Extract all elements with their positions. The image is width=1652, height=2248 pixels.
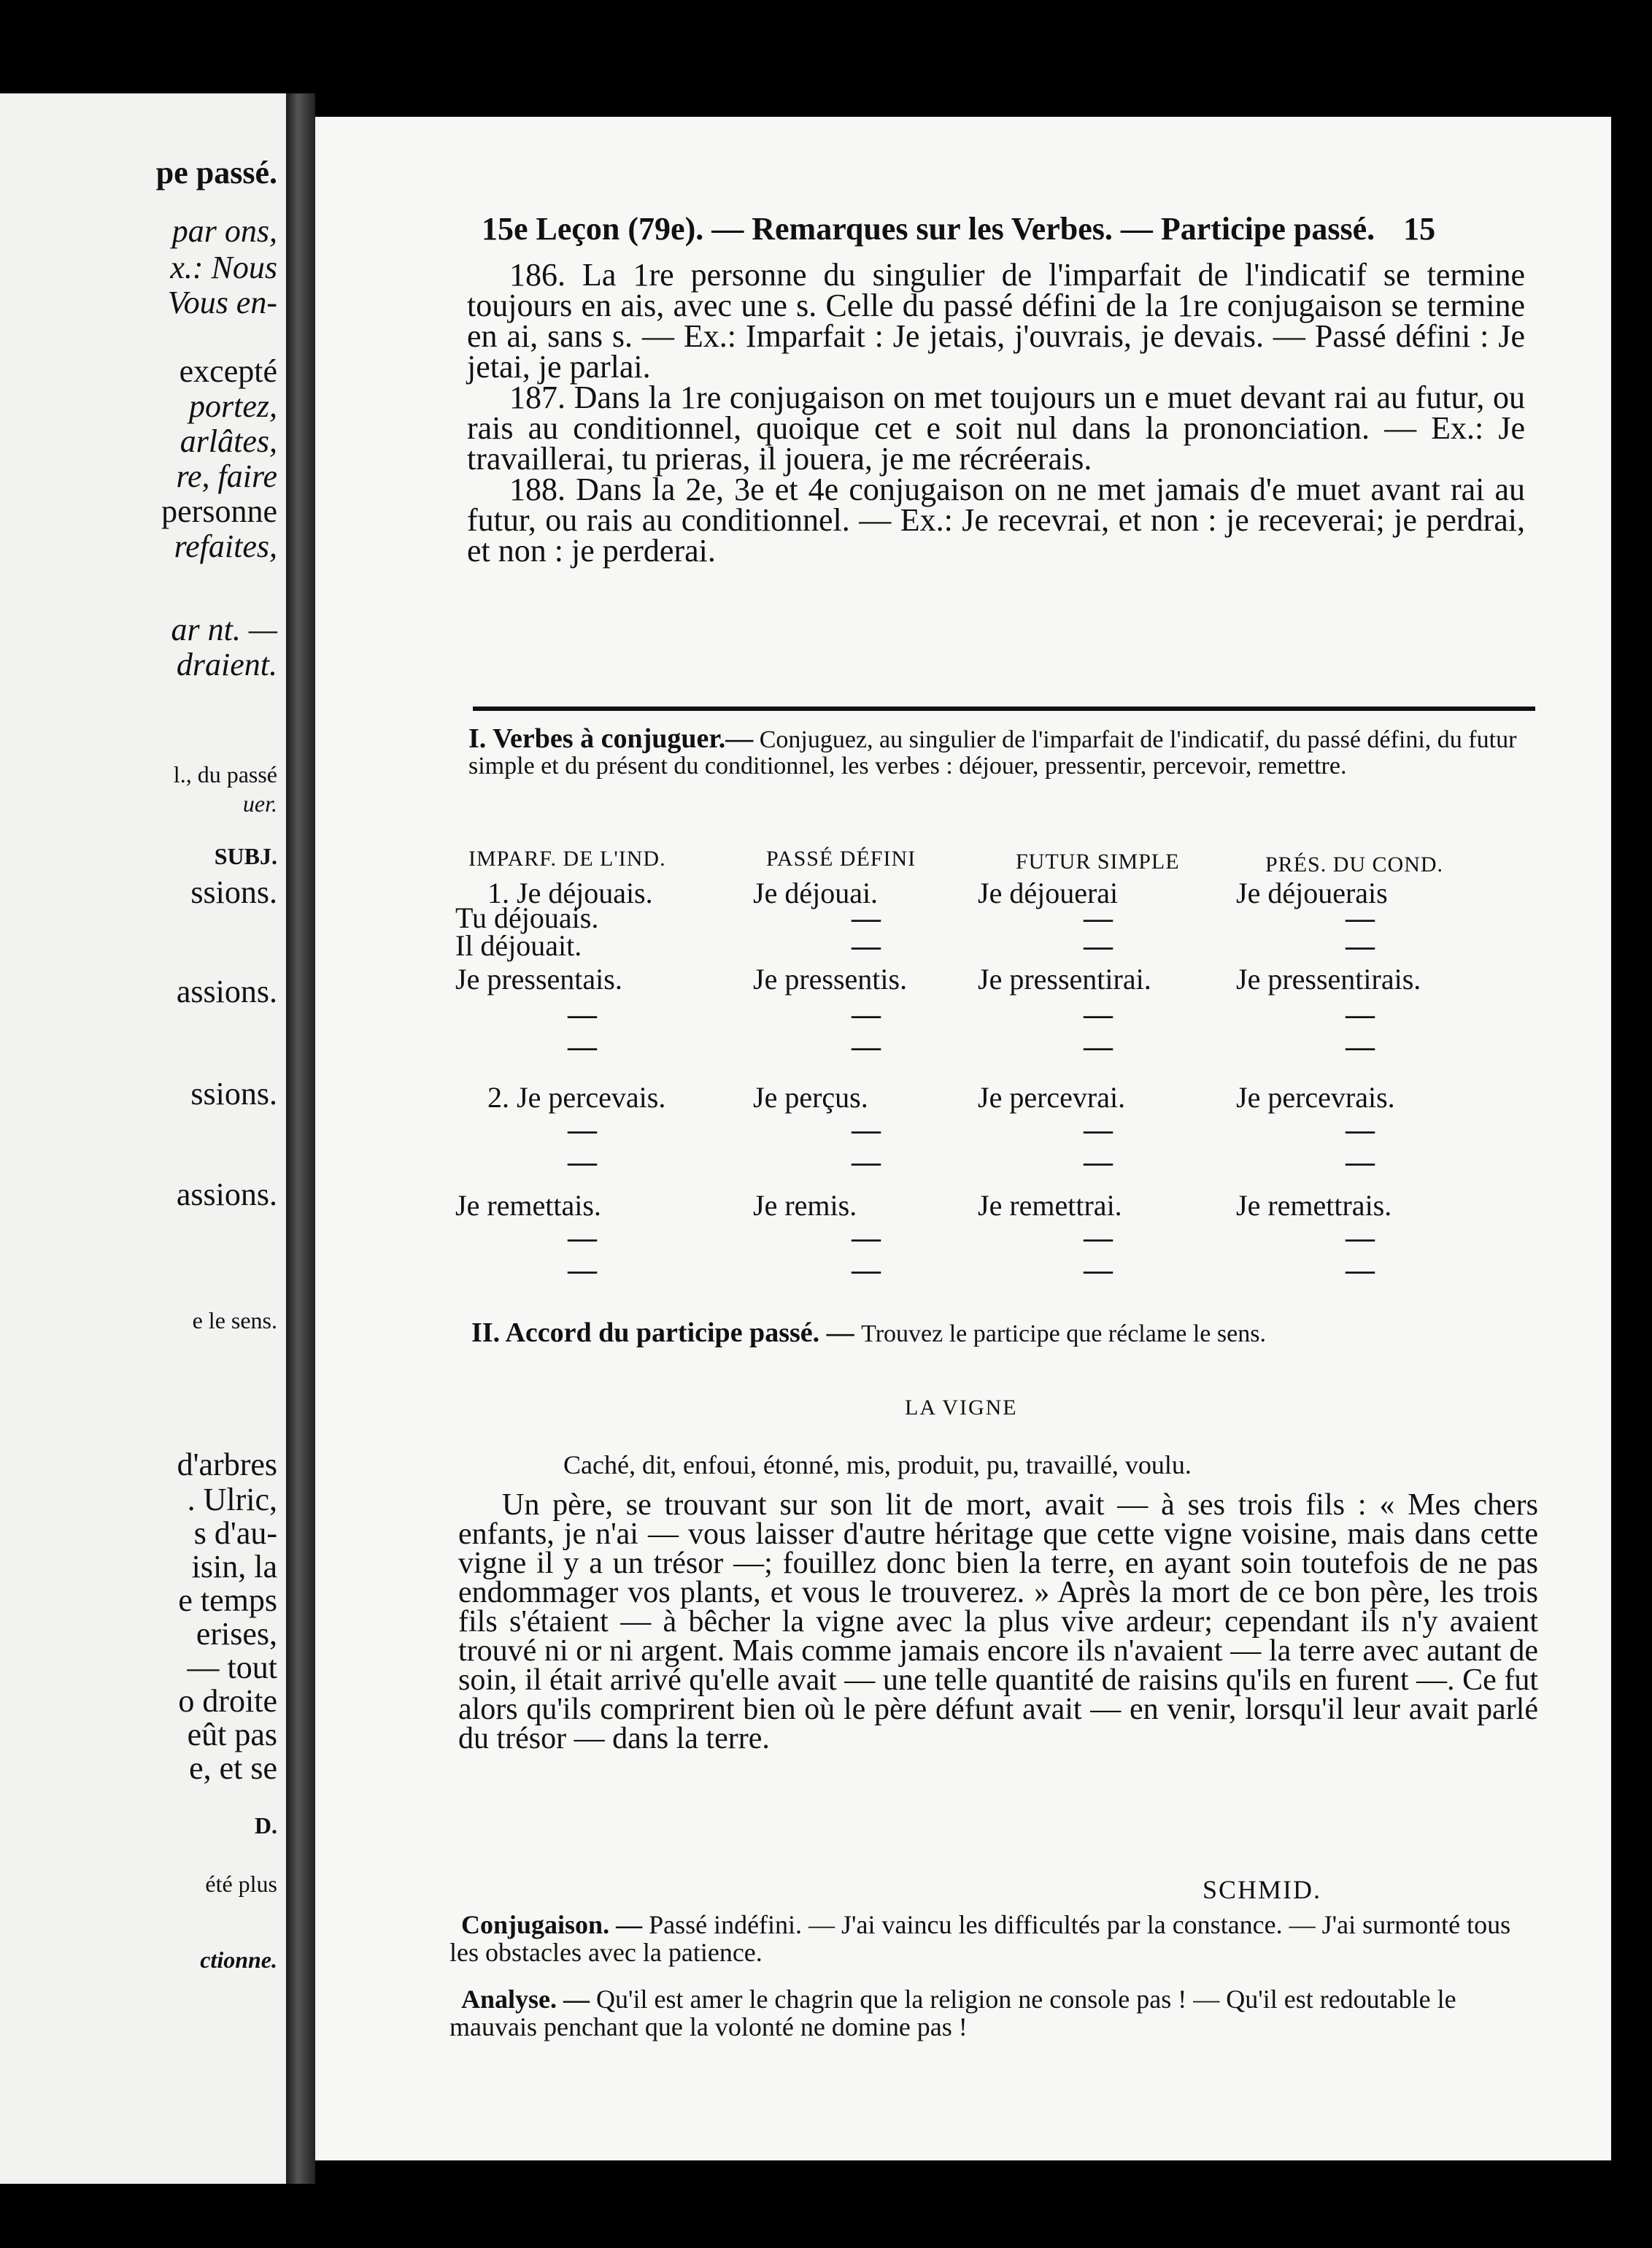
left-line: s d'au- — [193, 1515, 277, 1551]
participle-word-list: Caché, dit, enfoui, étonné, mis, produit, pu, travaillé, voulu. — [563, 1450, 1192, 1479]
story-author: SCHMID. — [1203, 1875, 1322, 1904]
conjugation-cell: Je remettrai. — [978, 1189, 1122, 1222]
left-line: uer. — [242, 790, 277, 817]
left-line: d'arbres — [177, 1447, 277, 1482]
left-line: draient. — [176, 647, 277, 682]
left-line: assions. — [176, 974, 277, 1009]
left-line: re, faire — [176, 458, 277, 494]
left-line: Vous en- — [167, 285, 277, 320]
exercise-2-heading — [471, 1317, 1266, 1349]
conjugation-cell: — — [1084, 901, 1113, 934]
left-line: portez, — [189, 388, 277, 424]
conjugation-cell: — — [1084, 1221, 1113, 1254]
left-line: refaites, — [174, 528, 277, 564]
conjugation-cell: — — [568, 1030, 597, 1063]
left-line: e, et se — [189, 1750, 277, 1786]
rule-186: 186. La 1re personne du singulier de l'imparfait de l'indicatif se termine toujours en ais, avec une s. Celle du passé défini de la 1re conjugaison se termine en ai, sans s. — Ex.: Imparfait : Je jetais, j'ouvrais, je devais. — Passé défini : Je jetai, je parlai. — [467, 257, 1525, 385]
conjugation-cell: Je pressentirais. — [1236, 963, 1421, 996]
conjugation-cell: Je percevrais. — [1236, 1081, 1395, 1114]
conjugation-cell: — — [1084, 1145, 1113, 1178]
left-line: ctionne. — [200, 1947, 277, 1973]
left-line: — tout — [187, 1650, 277, 1685]
conjugation-cell: Je perçus. — [753, 1081, 868, 1114]
left-line: . Ulric, — [187, 1482, 277, 1517]
story-title: LA VIGNE — [905, 1396, 1018, 1420]
conjugation-cell: Je percevrai. — [978, 1081, 1126, 1114]
exercise-1-heading — [468, 725, 1534, 780]
conjugaison-label: Conjugaison. — — [461, 1910, 643, 1939]
column-header: PRÉS. DU COND. — [1265, 852, 1444, 877]
rule-188: 188. Dans la 2e, 3e et 4e conjugaison on ne met jamais d'e muet avant rai au futur, ou rais au conditionnel. — Ex.: Je recevrai, et non : je receverai; je perdrai, et non : je perderai. — [467, 471, 1525, 569]
conjugation-cell: Je remettais. — [455, 1189, 601, 1222]
left-line: x.: Nous — [170, 250, 277, 285]
left-line: isin, la — [191, 1549, 277, 1585]
section-divider — [473, 707, 1535, 711]
conjugation-cell: — — [1346, 1030, 1375, 1063]
conjugation-cell: — — [568, 998, 597, 1031]
conjugation-cell: — — [1084, 998, 1113, 1031]
exercise-1-instructions: Conjuguez, au singulier de l'imparfait de l'indicatif, du passé défini, du futur simple et du présent du conditionnel, les verbes : déjouer, pressentir, percevoir, remettre. — [468, 726, 1517, 780]
conjugation-cell: Tu déjouais. — [455, 901, 599, 934]
column-header: IMPARF. DE L'IND. — [468, 847, 666, 871]
analyse-text: Qu'il est amer le chagrin que la religion ne console pas ! — Qu'il est redoutable le mauvais penchant que la volonté ne domine pas ! — [449, 1985, 1456, 2041]
conjugation-cell: — — [568, 1221, 597, 1254]
left-line: erises, — [196, 1616, 277, 1652]
conjugation-cell: Je remis. — [753, 1189, 857, 1222]
analyse-section — [449, 1985, 1544, 2041]
conjugation-cell: — — [568, 1113, 597, 1146]
conjugation-cell: Je pressentirai. — [978, 963, 1151, 996]
left-line: pe passé. — [155, 155, 277, 190]
left-line: assions. — [176, 1177, 277, 1212]
conjugation-cell: — — [1084, 1253, 1113, 1286]
story-paragraph: Un père, se trouvant sur son lit de mort, avait — à ses trois fils : « Mes chers enfants, je n'ai — vous laisser d'autre héritage que cette vigne voisine, mais dans cette vigne il y a un trésor —; fouillez donc bien la terre, en ayant soin toutefois de ne pas endommager vos plants, et vous le trouverez. » Après la mort de ce bon père, les trois fils s'étaient — à bêcher la vigne avec la plus vive ardeur; cependant ils n'y avaient trouvé ni or ni argent. Mais comme jamais encore ils n'avaient — la terre avec autant de soin, il était arrivé qu'elle avait — une telle quantité de raisins qu'ils en furent —. Ce fut alors qu'ils comprirent bien où le père défunt avait — en venir, lorsqu'il leur avait parlé du trésor — dans la terre. — [458, 1488, 1538, 1755]
left-line: ssions. — [190, 1076, 277, 1112]
left-line: été plus — [205, 1871, 277, 1897]
book-page — [315, 117, 1611, 2160]
conjugation-cell: — — [1084, 1113, 1113, 1146]
conjugation-cell: Je déjouerais — [1236, 877, 1388, 909]
conjugation-cell: — — [1084, 929, 1113, 962]
column-header: PASSÉ DÉFINI — [766, 847, 916, 871]
conjugation-cell: — — [1084, 1030, 1113, 1063]
exercise-2-title: II. Accord du participe passé. — — [471, 1317, 854, 1348]
exercise-1-title: I. Verbes à conjuguer.— — [468, 723, 754, 754]
left-line: ar nt. — — [171, 612, 277, 647]
left-line: personne — [161, 493, 277, 529]
conjugaison-section — [449, 1911, 1544, 1966]
left-line: e temps — [178, 1582, 277, 1618]
left-line: par ons, — [171, 213, 277, 249]
conjugation-cell: — — [852, 1113, 881, 1146]
left-line: ssions. — [190, 874, 277, 910]
conjugation-cell: — — [1346, 929, 1375, 962]
left-line: arlâtes, — [180, 423, 277, 459]
exercise-2-instructions: Trouvez le participe que réclame le sens. — [861, 1320, 1266, 1347]
conjugation-cell: Je pressentis. — [753, 963, 908, 996]
conjugation-cell: — — [1346, 1145, 1375, 1178]
rule-187: 187. Dans la 1re conjugaison on met toujours un e muet devant rai au futur, ou rais au conditionnel, quoique cet e soit nul dans la prononciation. — Ex.: Je travaillerai, tu prieras, il jouera, je me récréerais. — [467, 380, 1525, 477]
column-header: FUTUR SIMPLE — [1016, 850, 1180, 874]
conjugation-cell: — — [1346, 1253, 1375, 1286]
conjugation-cell: — — [1346, 998, 1375, 1031]
conjugation-cell: — — [852, 901, 881, 934]
page-header — [482, 210, 1435, 247]
left-line: l., du passé — [173, 761, 277, 788]
lesson-title: 15e Leçon (79e). — Remarques sur les Verbes. — Participe passé. — [482, 211, 1375, 247]
conjugaison-text: Passé indéfini. — J'ai vaincu les difficultés par la constance. — J'ai surmonté tous les obstacles avec la patience. — [449, 1910, 1511, 1967]
conjugation-cell: — — [852, 1030, 881, 1063]
conjugation-cell: — — [852, 1221, 881, 1254]
previous-page-fragment — [0, 93, 286, 2184]
conjugation-cell: Je déjouai. — [753, 877, 879, 909]
left-line: e le sens. — [192, 1307, 277, 1333]
conjugation-cell: — — [852, 1145, 881, 1178]
grammar-rules — [467, 257, 1525, 569]
analyse-label: Analyse. — — [461, 1985, 590, 2014]
book-gutter — [286, 93, 315, 2184]
conjugation-cell: — — [852, 998, 881, 1031]
conjugation-cell: — — [568, 1253, 597, 1286]
conjugation-cell: — — [852, 929, 881, 962]
conjugation-cell: 1. Je déjouais. — [487, 877, 653, 909]
conjugation-cell: Il déjouait. — [455, 929, 582, 962]
conjugation-cell: — — [1346, 901, 1375, 934]
left-line: SUBJ. — [214, 843, 277, 869]
conjugation-cell: — — [852, 1253, 881, 1286]
conjugation-cell: Je déjouerai — [978, 877, 1119, 909]
conjugation-cell: — — [1346, 1113, 1375, 1146]
conjugation-cell: Je pressentais. — [455, 963, 622, 996]
page-tab-shadow — [219, 0, 285, 93]
story-text — [458, 1490, 1538, 1753]
conjugation-cell: 2. Je percevais. — [487, 1081, 666, 1114]
conjugation-cell: Je remettrais. — [1236, 1189, 1392, 1222]
left-line: D. — [254, 1812, 277, 1839]
left-line: excepté — [179, 353, 277, 389]
left-line: eût pas — [187, 1717, 277, 1752]
left-line: o droite — [178, 1683, 277, 1719]
conjugation-cell: — — [568, 1145, 597, 1178]
page-number: 15 — [1403, 211, 1436, 247]
conjugation-cell: — — [1346, 1221, 1375, 1254]
